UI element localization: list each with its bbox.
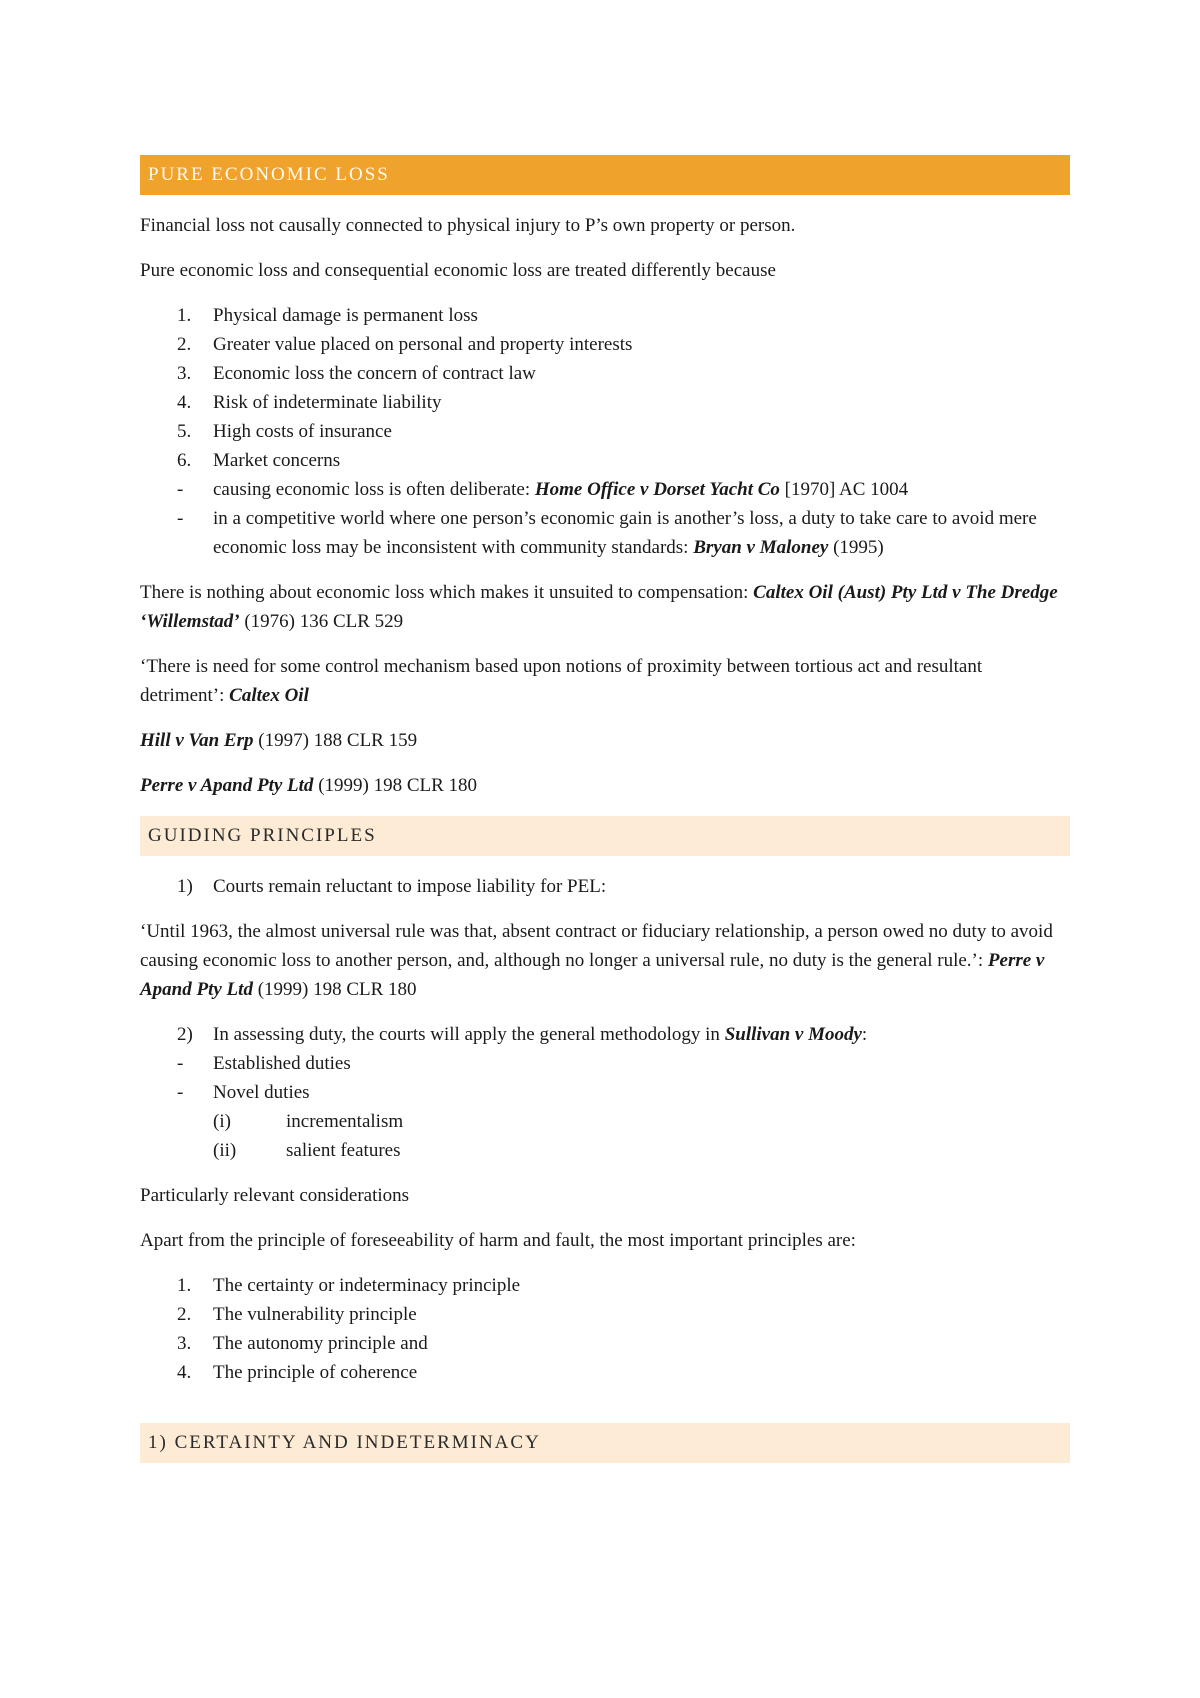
list-item: - causing economic loss is often deliberate: Home Office v Dorset Yacht Co [1970] AC 1004 (177, 479, 909, 500)
reasons-list (140, 301, 1070, 475)
list-item: 6. Market concerns (177, 450, 341, 471)
novel-duties-list (140, 1107, 1070, 1165)
list-item: 5. High costs of insurance (177, 421, 392, 442)
case-citation: Home Office v Dorset Yacht Co (534, 479, 780, 500)
list-item: 1. The certainty or indeterminacy principle (177, 1275, 521, 1296)
heading-guiding-principles: GUIDING PRINCIPLES (140, 816, 1070, 856)
guiding-list-1 (140, 872, 1070, 901)
case-citation: Sullivan v Moody (724, 1024, 862, 1045)
control-mechanism-quote: ‘There is need for some control mechanism based upon notions of proximity between tortious act and resultant detriment’: Caltex Oil (140, 656, 983, 706)
perre-quote: ‘Until 1963, the almost universal rule was that, absent contract or fiduciary relationship, a person owed no duty to avoid causing economic loss to another person, and, although no longer a universal rule, no duty is the general rule.’: Perre v Apand Pty Ltd (1999) 198 CLR 180 (140, 921, 1053, 1000)
list-item: - Novel duties (177, 1082, 310, 1103)
list-item: 4. The principle of coherence (177, 1362, 418, 1383)
apart-paragraph: Apart from the principle of foreseeability of harm and fault, the most important principles are: (140, 1230, 856, 1251)
list-item: 2. The vulnerability principle (177, 1304, 417, 1325)
list-item: 1) Courts remain reluctant to impose liability for PEL: (177, 876, 607, 897)
list-item: - Established duties (177, 1053, 351, 1074)
case-citation: Caltex Oil (Aust) Pty Ltd v The Dredge ‘Willemstad’ (140, 582, 1058, 632)
list-item: (i) incrementalism (213, 1111, 404, 1132)
guiding-list-2 (140, 1020, 1070, 1049)
principles-list (140, 1271, 1070, 1387)
list-item: - in a competitive world where one person’s economic gain is another’s loss, a duty to take care to avoid mere economic loss may be inconsistent with community standards: Bryan v Maloney (1995) (177, 508, 1037, 558)
list-item: 3. Economic loss the concern of contract law (177, 363, 536, 384)
perre-citation: Perre v Apand Pty Ltd (1999) 198 CLR 180 (140, 775, 478, 796)
case-citation: Caltex Oil (229, 685, 309, 706)
reasons-dash-list (140, 475, 1070, 562)
list-item: 1. Physical damage is permanent loss (177, 305, 478, 326)
document-content (140, 155, 1070, 1463)
considerations-paragraph: Particularly relevant considerations (140, 1185, 410, 1206)
case-citation: Perre v Apand Pty Ltd (140, 775, 314, 796)
case-citation: Perre v Apand Pty Ltd (140, 950, 1045, 1000)
hill-citation: Hill v Van Erp (1997) 188 CLR 159 (140, 730, 418, 751)
case-citation: Hill v Van Erp (140, 730, 254, 751)
heading-pure-economic-loss: PURE ECONOMIC LOSS (140, 155, 1070, 195)
heading-certainty-indeterminacy: 1) CERTAINTY AND INDETERMINACY (140, 1423, 1070, 1463)
list-item: 4. Risk of indeterminate liability (177, 392, 442, 413)
list-item: 3. The autonomy principle and (177, 1333, 428, 1354)
case-citation: Bryan v Maloney (693, 537, 829, 558)
list-item: 2. Greater value placed on personal and property interests (177, 334, 633, 355)
caltex-paragraph: There is nothing about economic loss which makes it unsuited to compensation: Caltex Oil (Aust) Pty Ltd v The Dredge ‘Willemstad’ (1976) 136 CLR 529 (140, 582, 1058, 632)
list-item: 2) In assessing duty, the courts will apply the general methodology in Sullivan v Moody: (177, 1024, 868, 1045)
list-item: (ii) salient features (213, 1140, 401, 1161)
pel-intro: Pure economic loss and consequential economic loss are treated differently because (140, 260, 776, 281)
duties-dash-list (140, 1049, 1070, 1107)
pel-definition: Financial loss not causally connected to physical injury to P’s own property or person. (140, 215, 796, 236)
